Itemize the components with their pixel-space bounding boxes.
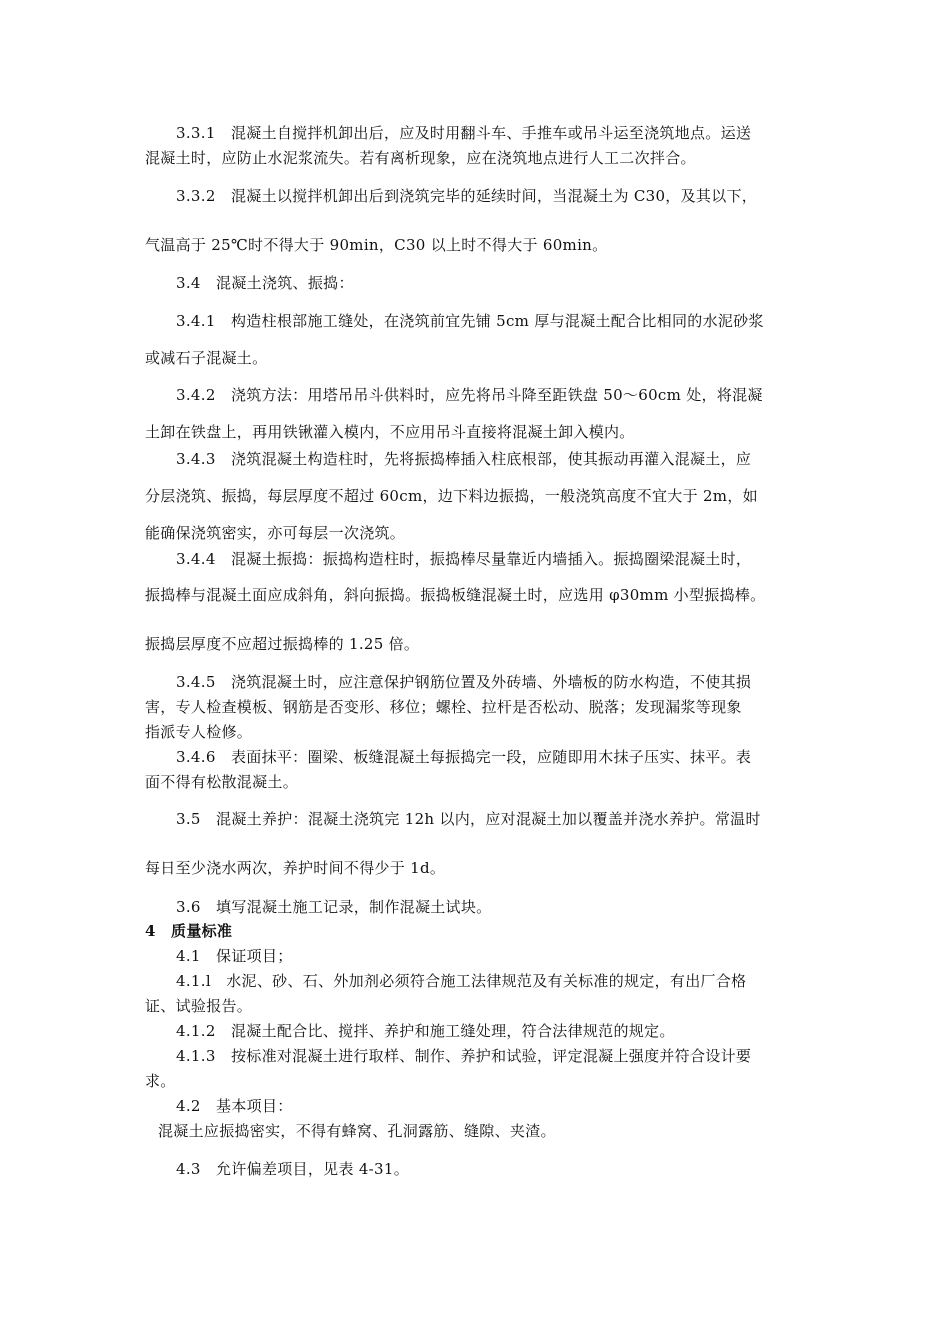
paragraph-3-4-6-line-1: 3.4.6 表面抹平：圈梁、板缝混凝土每振捣完一段，应随即用木抹子压实、抹平。表 [176,748,752,766]
paragraph-4-1-1-line-1: 4.1.l 水泥、砂、石、外加剂必须符合施工法律规范及有关标准的规定，有出厂合格 [176,972,747,990]
paragraph-3-5-line-1: 3.5 混凝土养护：混凝土浇筑完 12h 以内，应对混凝土加以覆盖并浇水养护。常温时 [176,810,761,828]
paragraph-4-1-1-line-2: 证、试验报告。 [145,997,253,1015]
paragraph-3-4-4-line-1: 3.4.4 混凝土振捣：振捣构造柱时，振捣棒尽量靠近内墙插入。振捣圈梁混凝土时， [176,550,752,568]
paragraph-3-4-3-line-2: 分层浇筑、振捣，每层厚度不超过 60cm，边下料边振捣，一般浇筑高度不宜大于 2m，如 [145,487,758,505]
paragraph-3-4-4-line-3: 振捣层厚度不应超过振捣棒的 1.25 倍。 [145,635,420,653]
paragraph-3-4-5-line-3: 指派专人检修。 [145,723,253,741]
paragraph-3-4-1-line-2: 或减石子混凝土。 [145,349,268,367]
section-heading-4: 4 质量标准 [145,922,233,940]
paragraph-3-4-5-line-1: 3.4.5 浇筑混凝土时，应注意保护钢筋位置及外砖墙、外墙板的防水构造，不使其损 [176,673,752,691]
heading-4-1: 4.1 保证项目； [176,947,293,965]
paragraph-3-3-2-line-1: 3.3.2 混凝土以搅拌机卸出后到浇筑完毕的延续时间，当混凝土为 C30，及其以下， [176,187,758,205]
paragraph-4-1-2: 4.1.2 混凝土配合比、搅拌、养护和施工缝处理，符合法律规范的规定。 [176,1022,675,1040]
paragraph-3-4-2-line-1: 3.4.2 浇筑方法：用塔吊吊斗供料时，应先将吊斗降至距铁盘 50～60cm 处，将混凝 [176,386,763,404]
paragraph-3-4-4-line-2: 振捣棒与混凝土面应成斜角，斜向振捣。振捣板缝混凝土时，应选用 φ30mm 小型振捣棒。 [145,586,766,604]
paragraph-3-4-3-line-3: 能确保浇筑密实，亦可每层一次浇筑。 [145,524,406,542]
paragraph-3-3-1-line-2: 混凝土时，应防止水泥浆流失。若有离析现象，应在浇筑地点进行人工二次拌合。 [145,149,696,167]
paragraph-3-4-3-line-1: 3.4.3 浇筑混凝土构造柱时，先将振捣棒插入柱底根部，使其振动再灌入混凝土，应 [176,450,752,468]
heading-4-3: 4.3 允许偏差项目，见表 4-31。 [176,1160,410,1178]
paragraph-4-2-body: 混凝土应振捣密实，不得有蜂窝、孔洞露筋、缝隙、夹渣。 [158,1122,556,1140]
paragraph-4-1-3-line-1: 4.1.3 按标准对混凝土进行取样、制作、养护和试验，评定混凝上强度并符合设计要 [176,1047,752,1065]
heading-4-2: 4.2 基本项目： [176,1097,293,1115]
paragraph-3-6: 3.6 填写混凝土施工记录，制作混凝土试块。 [176,898,492,916]
paragraph-3-3-1-line-1: 3.3.1 混凝土自搅拌机卸出后，应及时用翻斗车、手推车或吊斗运至浇筑地点。运送 [176,124,752,142]
paragraph-3-3-2-line-2: 气温高于 25℃时不得大于 90min，C30 以上时不得大于 60min。 [145,236,608,254]
paragraph-3-4-5-line-2: 害，专人检查模板、钢筋是否变形、移位；螺栓、拉杆是否松动、脱落；发现漏浆等现象 [145,698,742,716]
paragraph-3-5-line-2: 每日至少浇水两次，养护时间不得少于 1d。 [145,859,446,877]
paragraph-3-4-6-line-2: 面不得有松散混凝土。 [145,773,299,791]
heading-3-4: 3.4 混凝土浇筑、振捣： [176,274,354,292]
paragraph-4-1-3-line-2: 求。 [145,1072,176,1090]
paragraph-3-4-2-line-2: 土卸在铁盘上，再用铁锹灌入模内，不应用吊斗直接将混凝土卸入模内。 [145,423,635,441]
paragraph-3-4-1-line-1: 3.4.1 构造柱根部施工缝处，在浇筑前宜先铺 5cm 厚与混凝土配合比相同的水泥砂浆 [176,312,764,330]
